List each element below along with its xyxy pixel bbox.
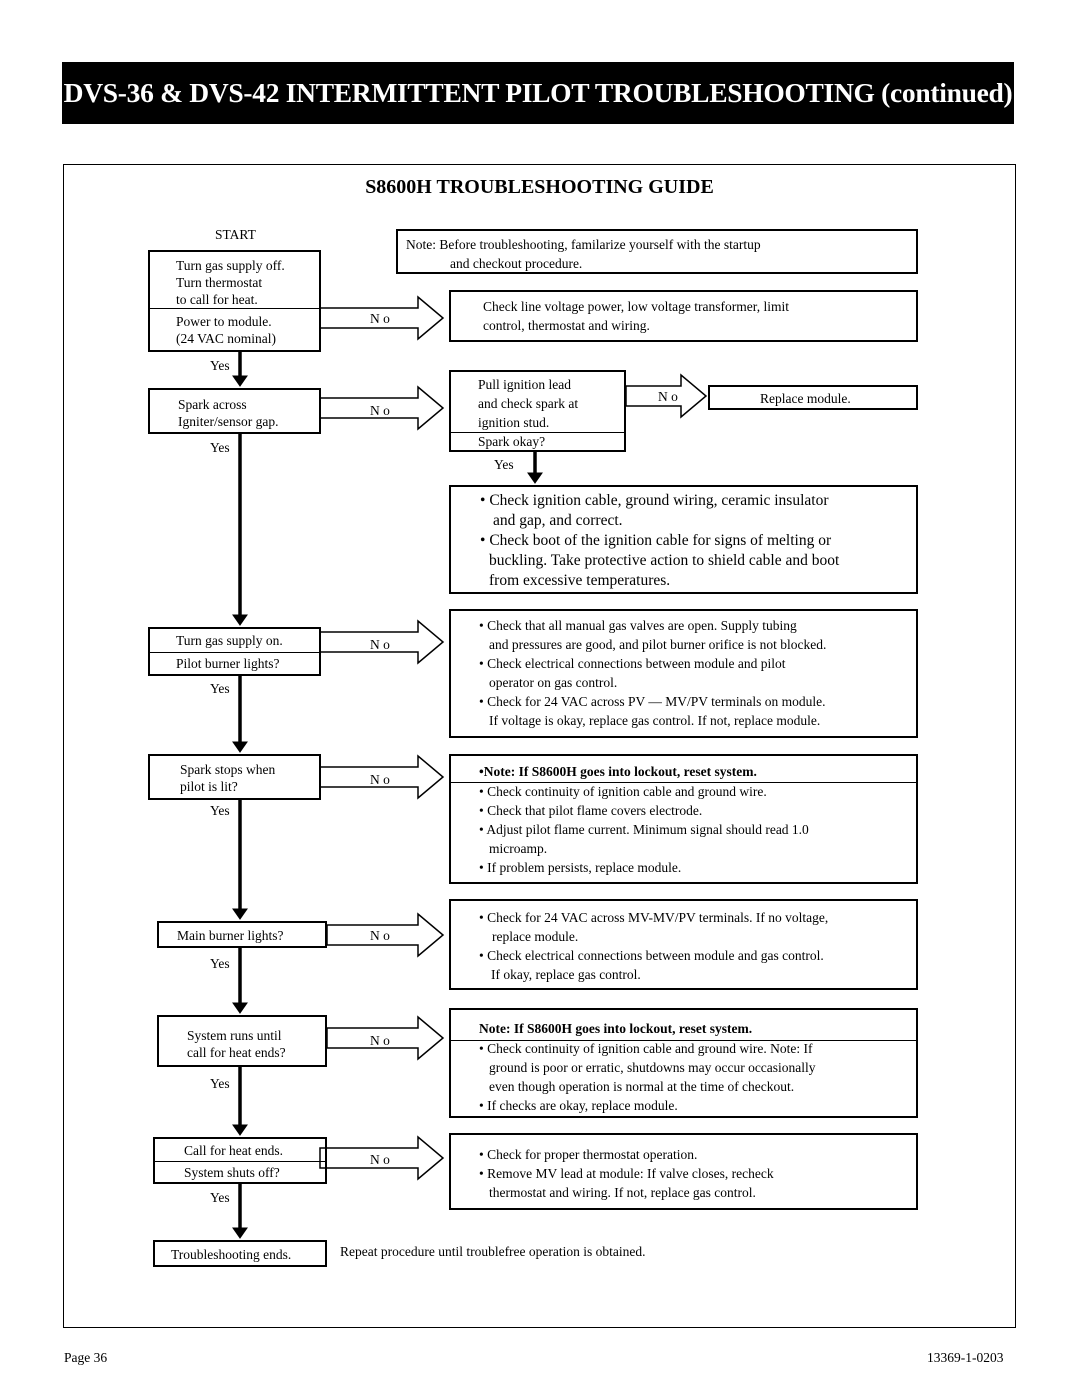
- step5-question: Main burner lights?: [177, 928, 284, 943]
- bullet-line: • Check continuity of ignition cable and ground wire.: [479, 784, 767, 799]
- action-thermostat: [449, 1133, 918, 1210]
- pull-line: Pull ignition lead: [478, 377, 571, 392]
- bullet-line: and pressures are good, and pilot burner orifice is not blocked.: [489, 637, 827, 652]
- bullet-line: and gap, and correct.: [493, 512, 623, 529]
- pull-line: ignition stud.: [478, 415, 550, 430]
- step-main-burner: [157, 921, 327, 948]
- bullet-line: • Adjust pilot flame current. Minimum signal should read 1.0: [479, 822, 809, 837]
- no-label: N o: [370, 1033, 390, 1048]
- step1-line: Turn gas supply off.: [176, 258, 285, 273]
- bullet-line: • If checks are okay, replace module.: [479, 1098, 678, 1113]
- end-label: Troubleshooting ends.: [171, 1247, 292, 1262]
- step2-question: Spark across: [178, 397, 247, 412]
- step7-top: Call for heat ends.: [184, 1143, 283, 1158]
- guide-title: S8600H TROUBLESHOOTING GUIDE: [365, 176, 714, 198]
- yes-label: Yes: [210, 681, 230, 696]
- yes-label: Yes: [210, 440, 230, 455]
- yes-label: Yes: [210, 1190, 230, 1205]
- bullet-line: • Check for 24 VAC across MV-MV/PV terminals. If no voltage,: [479, 910, 829, 925]
- bullet-line: replace module.: [492, 929, 579, 944]
- step2-question: Igniter/sensor gap.: [178, 414, 279, 429]
- note-line: and checkout procedure.: [450, 256, 583, 271]
- step-power-to-module: [148, 250, 321, 352]
- page-number: Page 36: [64, 1350, 108, 1365]
- action-system-runs: [449, 1008, 918, 1118]
- step-system-runs: [157, 1015, 327, 1067]
- bullet-line: microamp.: [489, 841, 548, 856]
- action-main-burner: [449, 899, 918, 990]
- step1-question: (24 VAC nominal): [176, 331, 277, 346]
- no-label: N o: [370, 1152, 390, 1167]
- yes-label: Yes: [210, 956, 230, 971]
- step6-question: call for heat ends?: [187, 1045, 286, 1060]
- bullet-line: • If problem persists, replace module.: [479, 860, 682, 875]
- note-line: Note: Before troubleshooting, familarize yourself with the startup: [406, 237, 761, 252]
- step4-question: pilot is lit?: [180, 779, 238, 794]
- yes-label: Yes: [210, 803, 230, 818]
- bullet-line: • Check that all manual gas valves are open. Supply tubing: [479, 618, 797, 633]
- page-banner-title: DVS-36 & DVS-42 INTERMITTENT PILOT TROUBLESHOOTING (continued): [62, 62, 1014, 124]
- no-label: N o: [370, 637, 390, 652]
- step-spark-across: [148, 388, 321, 434]
- no-label: N o: [370, 403, 390, 418]
- no-label: N o: [658, 389, 678, 404]
- step-system-shuts-off: [153, 1137, 327, 1184]
- yes-label: Yes: [494, 457, 514, 472]
- action-ignition-cable: [449, 485, 918, 594]
- action-line: Check line voltage power, low voltage transformer, limit: [483, 299, 789, 314]
- step-pilot-burner: [148, 627, 321, 676]
- yes-label: Yes: [210, 1076, 230, 1091]
- bullet-line: • Check ignition cable, ground wiring, ceramic insulator: [480, 492, 829, 509]
- action-pull-ignition-lead: [449, 370, 626, 452]
- end-note: Repeat procedure until troublefree operation is obtained.: [340, 1244, 646, 1259]
- bullet-line: even though operation is normal at the time of checkout.: [489, 1079, 795, 1094]
- bullet-line: from excessive temperatures.: [489, 572, 671, 589]
- bullet-line: • Check boot of the ignition cable for signs of melting or: [480, 532, 832, 549]
- step4-question: Spark stops when: [180, 762, 276, 777]
- document-number: 13369-1-0203: [927, 1350, 1004, 1365]
- bullet-line: • Remove MV lead at module: If valve closes, recheck: [479, 1166, 774, 1181]
- step6-question: System runs until: [187, 1028, 282, 1043]
- bullet-line: • Check for proper thermostat operation.: [479, 1147, 698, 1162]
- action-spark-stops: [449, 754, 918, 884]
- action-replace-module: [708, 385, 918, 410]
- replace-label: Replace module.: [760, 391, 851, 406]
- action-line: control, thermostat and wiring.: [483, 318, 650, 333]
- no-label: N o: [370, 928, 390, 943]
- step1-line: to call for heat.: [176, 292, 258, 307]
- pull-line: and check spark at: [478, 396, 579, 411]
- bullet-line: If voltage is okay, replace gas control. If not, replace module.: [489, 713, 821, 728]
- step3-top: Turn gas supply on.: [176, 633, 283, 648]
- start-label: START: [215, 227, 256, 242]
- bullet-line: If okay, replace gas control.: [491, 967, 641, 982]
- step-spark-stops: [148, 754, 321, 800]
- bullet-line: ground is poor or erratic, shutdowns may occur occasionally: [489, 1060, 816, 1075]
- action-gas-valves: [449, 609, 918, 738]
- yes-label: Yes: [210, 358, 230, 373]
- action-line-voltage: [449, 290, 918, 342]
- bullet-line: thermostat and wiring. If not, replace gas control.: [489, 1185, 756, 1200]
- step3-question: Pilot burner lights?: [176, 656, 280, 671]
- bullet-line: • Check electrical connections between module and pilot: [479, 656, 786, 671]
- step1-question: Power to module.: [176, 314, 272, 329]
- lockout-note: •Note: If S8600H goes into lockout, reset system.: [479, 764, 757, 779]
- no-label: N o: [370, 772, 390, 787]
- bullet-line: • Check for 24 VAC across PV — MV/PV terminals on module.: [479, 694, 826, 709]
- bullet-line: • Check continuity of ignition cable and ground wire. Note: If: [479, 1041, 813, 1056]
- step-troubleshooting-ends: [153, 1240, 327, 1267]
- lockout-note: Note: If S8600H goes into lockout, reset system.: [479, 1021, 753, 1036]
- bullet-line: buckling. Take protective action to shield cable and boot: [489, 552, 840, 569]
- bullet-line: • Check that pilot flame covers electrode.: [479, 803, 703, 818]
- pull-question: Spark okay?: [478, 434, 546, 449]
- no-label: N o: [370, 311, 390, 326]
- step7-question: System shuts off?: [184, 1165, 280, 1180]
- bullet-line: • Check electrical connections between module and gas control.: [479, 948, 824, 963]
- step1-line: Turn thermostat: [176, 275, 263, 290]
- bullet-line: operator on gas control.: [489, 675, 618, 690]
- note-box: [396, 229, 918, 274]
